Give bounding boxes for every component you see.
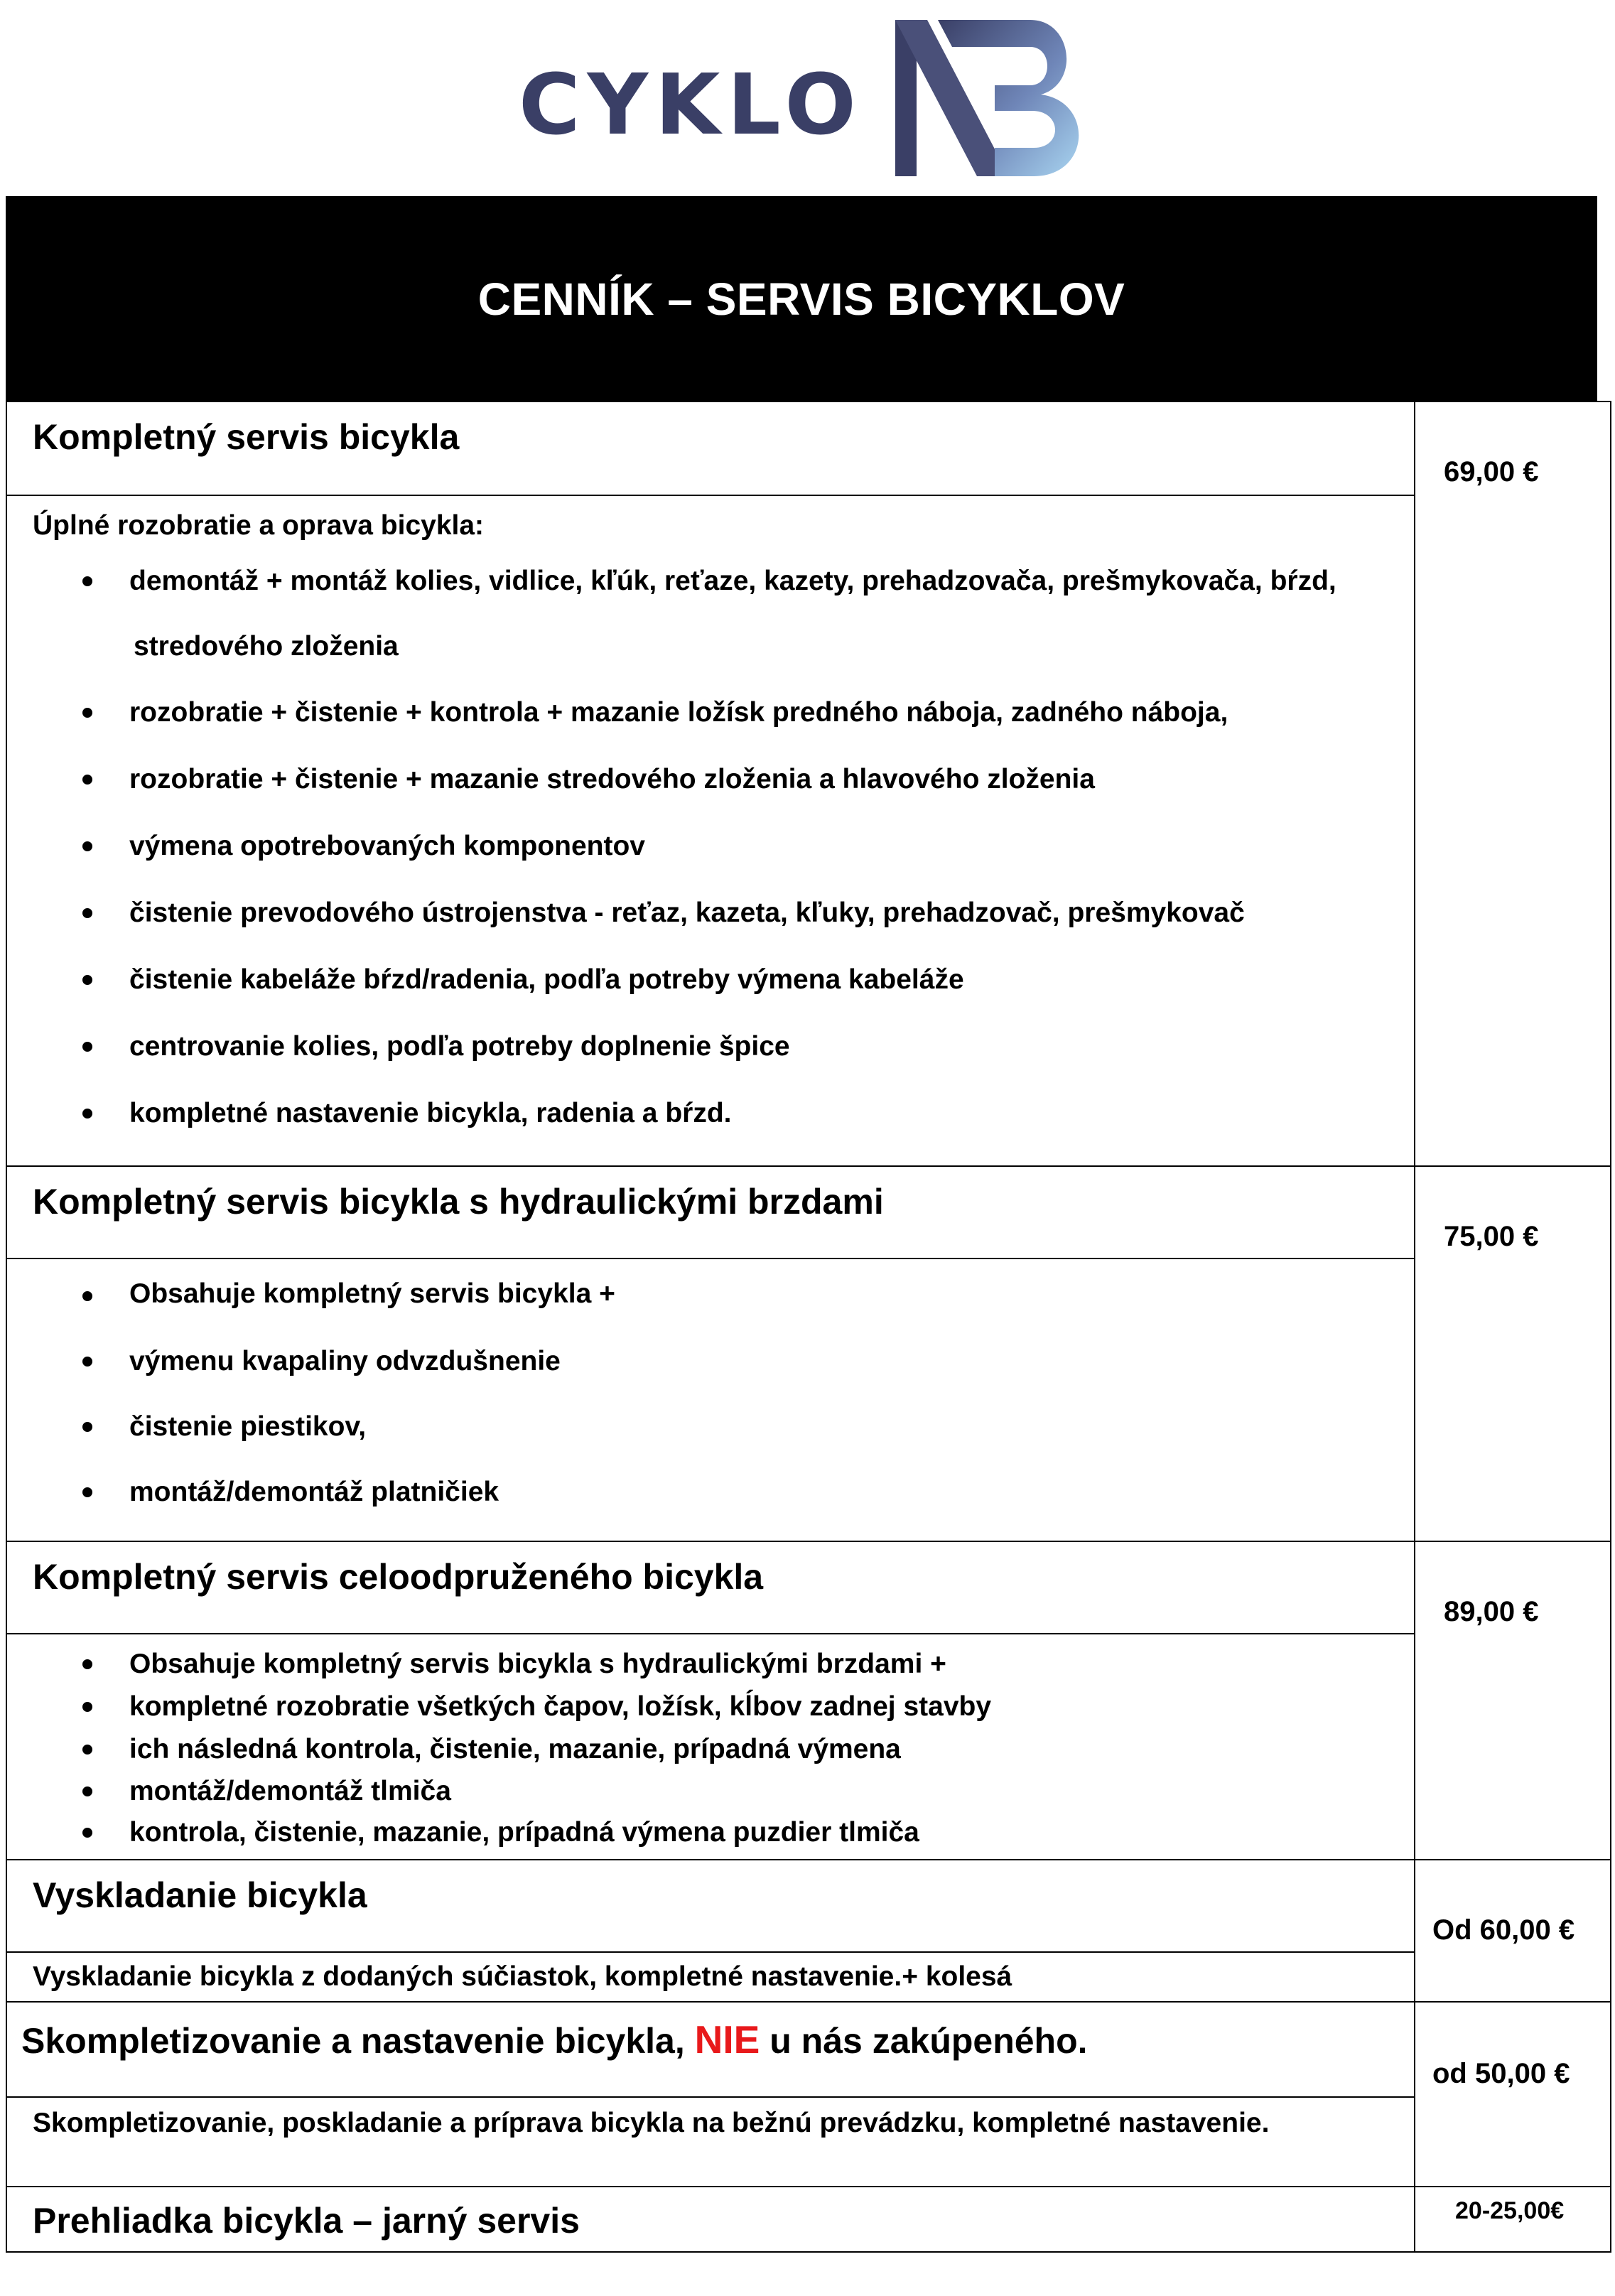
list-item: demontáž + montáž kolies, vidlice, kľúk, reťaze, kazety, prehadzovača, prešmykovača, bŕzd, [7,549,1414,614]
section-body-cell [6,2097,1415,2187]
list-item: kontrola, čistenie, mazanie, prípadná výmena puzdier tlmiča [7,1812,1414,1853]
section-intro: Úplné rozobratie a oprava bicykla: [33,510,485,541]
section-body-cell [6,1634,1415,1860]
price-value: 69,00 € [1444,456,1539,487]
section-text: Skompletizovanie, poskladanie a príprava bicykla na bežnú prevádzku, kompletné nastavenie. [33,2108,1270,2138]
section-text: Vyskladanie bicykla z dodaných súčiastok, kompletné nastavenie.+ kolesá [33,1961,1012,1992]
table-row [6,1166,1611,1259]
list-item: Obsahuje kompletný servis bicykla + [7,1263,1414,1329]
highlight-nie: NIE [694,2017,760,2061]
price-cell [1415,2187,1611,2252]
price-cell [1415,1860,1611,2002]
table-row [6,1860,1611,1952]
section-heading: Kompletný servis bicykla s hydraulickými brzdami [33,1182,884,1222]
price-cell [1415,401,1611,1166]
list-item: kompletné rozobratie všetkých čapov, ložísk, kĺbov zadnej stavby [7,1686,1414,1728]
list-item: ich následná kontrola, čistenie, mazanie, prípadná výmena [7,1728,1414,1771]
price-value: Od 60,00 € [1432,1914,1575,1946]
logo-nb-mark-icon [888,20,1101,183]
bullet-list [7,1634,1414,1853]
section-body-cell [6,1259,1415,1541]
list-item: čistenie prevodového ústrojenstva - reťaz, kazeta, kľuky, prehadzovač, prešmykovač [7,880,1414,947]
list-item: kompletné nastavenie bicykla, radenia a bŕzd. [7,1080,1414,1147]
price-cell [1415,1166,1611,1541]
price-cell [1415,1541,1611,1860]
price-value: 20-25,00€ [1455,2197,1565,2224]
title-banner [6,196,1597,401]
list-item: centrovanie kolies, podľa potreby doplnenie špice [7,1013,1414,1080]
bullet-list [7,1259,1414,1525]
page-title: CENNÍK – SERVIS BICYKLOV [477,274,1125,325]
list-item: rozobratie + čistenie + mazanie stredového zloženia a hlavového zloženia [7,746,1414,813]
section-heading-cell [6,1166,1415,1259]
list-item-continuation: stredového zloženia [134,631,399,662]
table-row [6,2097,1611,2187]
table-row [6,2187,1611,2252]
section-heading-cell [6,1541,1415,1634]
bullet-list [7,549,1414,1147]
section-heading: Kompletný servis celoodpruženého bicykla [33,1557,764,1597]
price-value: 75,00 € [1444,1221,1539,1252]
list-item: čistenie kabeláže bŕzd/radenia, podľa potreby výmena kabeláže [7,947,1414,1013]
section-body-cell [6,495,1415,1166]
price-cell [1415,2002,1611,2187]
price-value: 89,00 € [1444,1596,1539,1627]
table-row [6,401,1611,495]
table-row [6,1541,1611,1634]
section-heading: Skompletizovanie a nastavenie bicykla, NIE u nás zakúpeného. [21,2017,1088,2061]
logo-wordmark: CYKLO [519,55,863,153]
table-row [6,2002,1611,2097]
section-heading-cell [6,2187,1415,2252]
section-body-cell [6,1952,1415,2002]
list-item: výmenu kvapaliny odvzdušnenie [7,1329,1414,1394]
section-heading-cell [6,2002,1415,2097]
section-heading: Prehliadka bicykla – jarný servis [33,2201,580,2241]
list-item: montáž/demontáž platničiek [7,1460,1414,1525]
section-heading-cell [6,1860,1415,1952]
section-heading: Vyskladanie bicykla [33,1875,367,1915]
section-heading: Kompletný servis bicykla [33,417,460,457]
list-item: výmena opotrebovaných komponentov [7,813,1414,880]
list-item: rozobratie + čistenie + kontrola + mazanie ložísk predného náboja, zadného náboja, [7,679,1414,746]
price-table [6,401,1611,2253]
section-heading-cell [6,401,1415,495]
table-row [6,1952,1611,2002]
list-item: montáž/demontáž tlmiča [7,1771,1414,1812]
table-row [6,495,1611,1166]
brand-logo [519,20,1116,183]
list-item: čistenie piestikov, [7,1394,1414,1460]
table-row [6,1634,1611,1860]
price-value: od 50,00 € [1432,2058,1570,2089]
table-row [6,1259,1611,1541]
list-item: Obsahuje kompletný servis bicykla s hydraulickými brzdami + [7,1643,1414,1686]
